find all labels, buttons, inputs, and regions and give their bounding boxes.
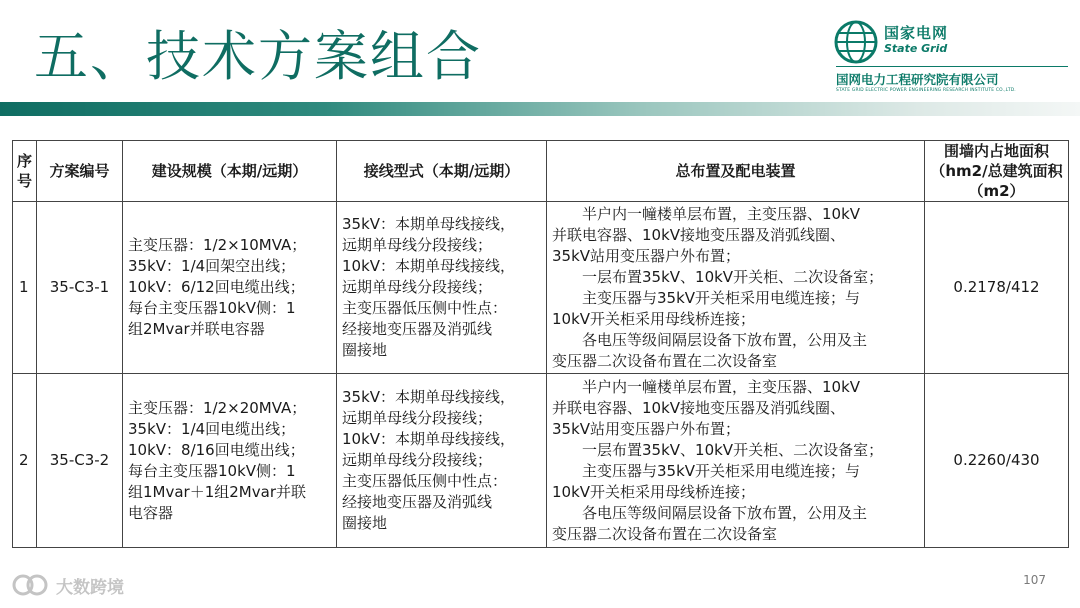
dashukuajing-logo-icon [10, 572, 50, 598]
row-seq: 1 [13, 202, 37, 374]
header-scale: 建设规模（本期/远期） [123, 141, 337, 202]
header-area: 围墙内占地面积 （hm2/总建筑面积 （m2） [925, 141, 1069, 202]
logo-cn-text: 国家电网 [884, 24, 949, 42]
logo-divider [836, 66, 1068, 67]
row-layout: 半户内一幢楼单层布置，主变压器、10kV 并联电容器、10kV接地变压器及消弧线圈、 35kV站用变压器户外布置； 一层布置35kV、10kV开关柜、二次设备室； 主变压器与35kV开关柜采用电缆连接；与 10kV开关柜采用母线桥连接； 各电压等级间隔层设备下放布置，公用及主 变压器二次设备布置在二次设备室 [547, 374, 925, 548]
page-number: 107 [1023, 573, 1046, 587]
header-wiring: 接线型式（本期/远期） [337, 141, 547, 202]
table-header-row [13, 141, 1069, 202]
scheme-table [12, 140, 1069, 548]
state-grid-globe-icon [834, 20, 878, 64]
row-area: 0.2178/412 [925, 202, 1069, 374]
row-seq: 2 [13, 374, 37, 548]
row-code: 35-C3-1 [37, 202, 123, 374]
row-wiring: 35kV：本期单母线接线， 远期单母线分段接线； 10kV：本期单母线接线， 远期单母线分段接线； 主变压器低压侧中性点： 经接地变压器及消弧线 圈接地 [337, 202, 547, 374]
table-row [13, 202, 1069, 374]
title-band [0, 102, 1080, 116]
logo-company-name: 国网电力工程研究院有限公司 [836, 72, 999, 87]
slide-title: 五、技术方案组合 [34, 25, 482, 88]
row-wiring: 35kV：本期单母线接线， 远期单母线分段接线； 10kV：本期单母线接线， 远期单母线分段接线； 主变压器低压侧中性点： 经接地变压器及消弧线 圈接地 [337, 374, 547, 548]
row-code: 35-C3-2 [37, 374, 123, 548]
row-scale: 主变压器：1/2×10MVA； 35kV：1/4回架空出线； 10kV：6/12回电缆出线； 每台主变压器10kV侧：1 组2Mvar并联电容器 [123, 202, 337, 374]
row-area: 0.2260/430 [925, 374, 1069, 548]
header-seq: 序 号 [13, 141, 37, 202]
row-scale: 主变压器：1/2×20MVA； 35kV：1/4回电缆出线； 10kV：8/16回电缆出线； 每台主变压器10kV侧：1 组1Mvar＋1组2Mvar并联 电容器 [123, 374, 337, 548]
row-layout: 半户内一幢楼单层布置，主变压器、10kV 并联电容器、10kV接地变压器及消弧线圈、 35kV站用变压器户外布置； 一层布置35kV、10kV开关柜、二次设备室； 主变压器与35kV开关柜采用电缆连接；与 10kV开关柜采用母线桥连接； 各电压等级间隔层设备下放布置，公用及主 变压器二次设备布置在二次设备室 [547, 202, 925, 374]
header-code: 方案编号 [37, 141, 123, 202]
table-row [13, 374, 1069, 548]
watermark [10, 571, 124, 599]
state-grid-logo [834, 20, 1070, 100]
header-layout: 总布置及配电装置 [547, 141, 925, 202]
watermark-text: 大数跨境 [56, 577, 124, 598]
logo-company-name-en: STATE GRID ELECTRIC POWER ENGINEERING RESEARCH INSTITUTE CO.,LTD. [836, 88, 1016, 93]
logo-en-text: State Grid [884, 42, 948, 55]
